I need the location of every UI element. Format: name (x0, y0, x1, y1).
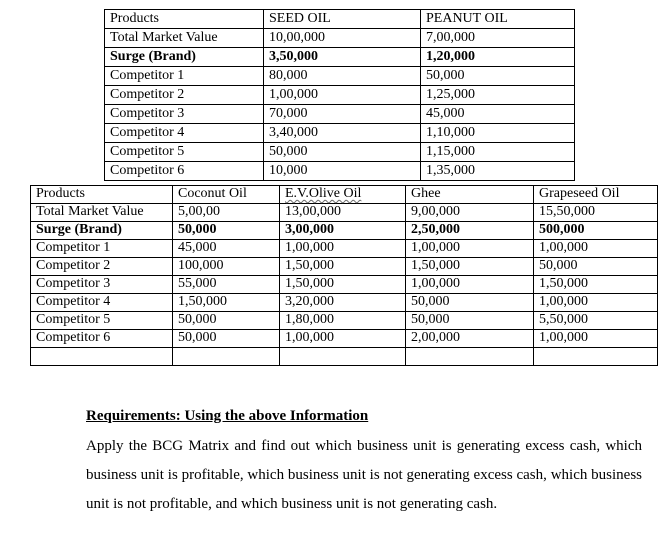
table-row (105, 105, 575, 124)
table-cell: 1,35,000 (426, 163, 475, 178)
table-cell: Competitor 1 (36, 240, 111, 255)
table-cell: 50,000 (426, 68, 465, 83)
table-cell: 15,50,000 (539, 204, 595, 219)
table-row (31, 312, 658, 330)
table-row (105, 29, 575, 48)
table-cell: 3,40,000 (269, 125, 318, 140)
table-row (31, 222, 658, 240)
table-cell: Competitor 4 (36, 294, 111, 309)
header-cell: Ghee (411, 186, 441, 201)
table-row (31, 240, 658, 258)
table-row (31, 258, 658, 276)
table-cell: 5,50,000 (539, 312, 588, 327)
requirements-text: Apply the BCG Matrix and find out which business unit is generating excess cash, which business unit is profitable, which business unit is not generating excess cash, which business unit is not profitable, and which business unit is not generating cash. (86, 438, 642, 512)
table-cell: 55,000 (178, 276, 217, 291)
table-cell: Surge (Brand) (110, 49, 196, 64)
table-cell: Competitor 6 (110, 163, 185, 178)
table-row (31, 276, 658, 294)
table-cell: Competitor 6 (36, 330, 111, 345)
table-cell: Surge (Brand) (36, 222, 122, 237)
header-cell: Products (36, 186, 85, 201)
table-row (105, 67, 575, 86)
table-cell: 50,000 (411, 294, 450, 309)
table-cell: 3,00,000 (285, 222, 334, 237)
table-cell: 45,000 (426, 106, 465, 121)
table-cell: 100,000 (178, 258, 224, 273)
table-cell: 50,000 (539, 258, 578, 273)
table-cell: 70,000 (269, 106, 308, 121)
table-cell: 1,50,000 (285, 258, 334, 273)
table-header-row (31, 186, 658, 204)
table-cell: 500,000 (539, 222, 585, 237)
table-row (31, 330, 658, 348)
table-row (105, 143, 575, 162)
table-cell: 10,000 (269, 163, 308, 178)
header-cell: SEED OIL (269, 11, 331, 26)
table-cell: 1,00,000 (285, 240, 334, 255)
table-cell: Competitor 3 (36, 276, 111, 291)
table-cell: Competitor 2 (110, 87, 185, 102)
table-cell: 50,000 (411, 312, 450, 327)
table-cell: 80,000 (269, 68, 308, 83)
table-cell: Competitor 3 (110, 106, 185, 121)
table-cell: 1,10,000 (426, 125, 475, 140)
table-cell: Total Market Value (36, 204, 144, 219)
table-row (105, 86, 575, 105)
requirements-heading: Requirements: Using the above Information (86, 408, 369, 424)
table-cell: 1,00,000 (411, 240, 460, 255)
table-cell: 1,80,000 (285, 312, 334, 327)
table-cell: 1,00,000 (539, 240, 588, 255)
table-cell: 3,20,000 (285, 294, 334, 309)
table-cell: 1,25,000 (426, 87, 475, 102)
table-cell: 1,00,000 (539, 294, 588, 309)
table-row (31, 294, 658, 312)
header-cell: Coconut Oil (178, 186, 247, 201)
table-cell: Competitor 2 (36, 258, 111, 273)
table-cell: 2,50,000 (411, 222, 460, 237)
table-cell: 1,00,000 (269, 87, 318, 102)
table-cell: 1,50,000 (285, 276, 334, 291)
table-cell: 50,000 (269, 144, 308, 159)
table-cell: 45,000 (178, 240, 217, 255)
table-cell: 9,00,000 (411, 204, 460, 219)
table-row (105, 48, 575, 67)
table-row (105, 162, 575, 181)
table-cell: 1,00,000 (411, 276, 460, 291)
table-cell: 1,50,000 (178, 294, 227, 309)
table-cell: 10,00,000 (269, 30, 325, 45)
table-cell: Total Market Value (110, 30, 218, 45)
table-cell: Competitor 5 (36, 312, 111, 327)
table-cell: 1,50,000 (539, 276, 588, 291)
table-cell: 3,50,000 (269, 49, 318, 64)
header-cell: Grapeseed Oil (539, 186, 620, 201)
table-cell: Competitor 5 (110, 144, 185, 159)
table-cell: 2,00,000 (411, 330, 460, 345)
table-row (105, 124, 575, 143)
header-cell: PEANUT OIL (426, 11, 508, 26)
table-cell: 5,00,00 (178, 204, 220, 219)
table-cell: 50,000 (178, 222, 217, 237)
table-cell: Competitor 4 (110, 125, 185, 140)
table-header-row (105, 10, 575, 29)
table-cell: 1,00,000 (285, 330, 334, 345)
table-cell: 50,000 (178, 330, 217, 345)
header-cell: Products (110, 11, 159, 26)
table-cell: 13,00,000 (285, 204, 341, 219)
table-cell: 50,000 (178, 312, 217, 327)
table-cell: Competitor 1 (110, 68, 185, 83)
seed-peanut-oil-table (104, 9, 575, 181)
table-cell: 1,00,000 (539, 330, 588, 345)
table-row (31, 204, 658, 222)
table-cell: 1,20,000 (426, 49, 475, 64)
table-cell: 1,50,000 (411, 258, 460, 273)
table-cell: 7,00,000 (426, 30, 475, 45)
header-cell: E.V.Olive Oil (285, 186, 362, 201)
table-cell: 1,15,000 (426, 144, 475, 159)
other-oils-table (30, 185, 658, 366)
table-row (31, 348, 658, 366)
